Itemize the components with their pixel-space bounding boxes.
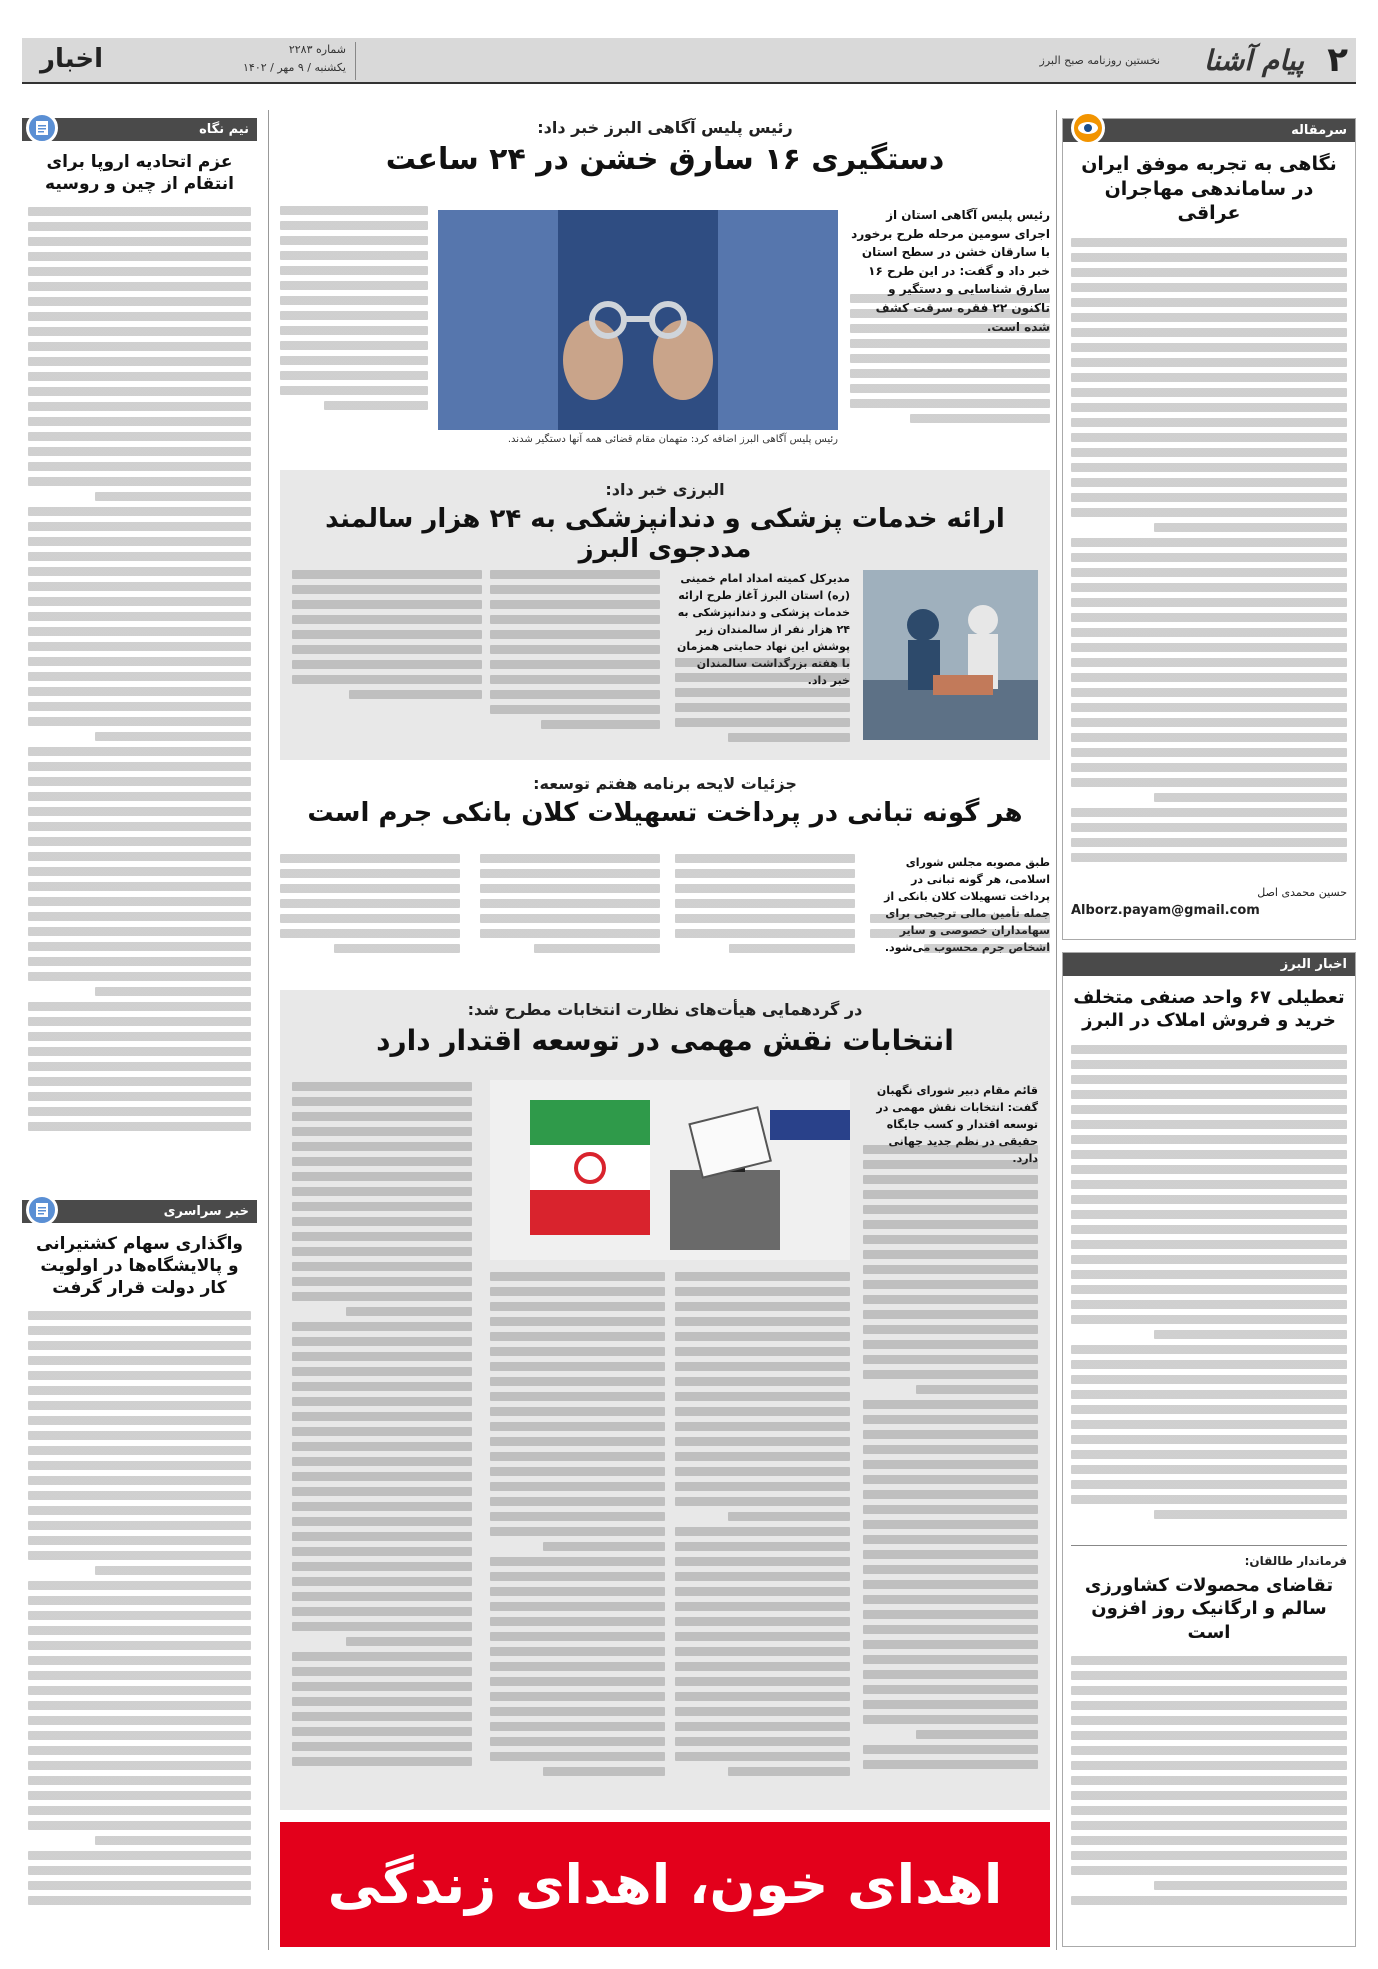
story3-col4 [280, 854, 460, 966]
story4-col2 [675, 1272, 850, 1797]
column-rule [268, 110, 269, 1950]
story4-lead: قائم مقام دبیر شورای نگهبان گفت: انتخابات نقش مهمی در توسعه اقتدار و کسب جایگاه حقیقی در نظم جدید جهانی دارد. [876, 1084, 1038, 1166]
story1-kicker: رئیس پلیس آگاهی البرز خبر داد: [537, 118, 793, 137]
story2-col3 [292, 570, 482, 750]
column-rule [1056, 110, 1057, 1950]
story2-photo [863, 570, 1038, 740]
sidebar-box1 [22, 118, 257, 1178]
alborz-news-divider [1071, 1545, 1347, 1546]
editorial-body [1063, 234, 1355, 884]
story1-caption: رئیس پلیس آگاهی البرز اضافه کرد: متهمان مقام قضائی همه آنها دستگیر شدند. [507, 434, 838, 445]
story2-col2 [490, 570, 660, 750]
editorial-email: Alborz.payam@gmail.com [1071, 903, 1260, 919]
story2-title: ارائه خدمات پزشکی و دندانپزشکی به ۲۴ هزار سالمند مددجوی البرز [325, 504, 1005, 564]
story1-col3 [280, 206, 428, 442]
masthead-issue: شماره ۲۲۸۳ [288, 43, 346, 56]
story3-col3 [480, 854, 660, 966]
page-number: ۲ [1327, 40, 1348, 80]
story3 [280, 774, 1050, 970]
editorial-title: نگاهی به تجربه موفق ایران در ساماندهی مهاجران عراقی [1081, 153, 1337, 225]
story3-kicker: جزئیات لایحه برنامه هفتم توسعه: [533, 774, 797, 793]
sidebar-box2-title: واگذاری سهام کشتیرانی و پالایشگاه‌ها در اولویت کار دولت قرار گرفت [36, 1234, 243, 1299]
masthead-date: یکشنبه / ۹ مهر / ۱۴۰۲ [243, 61, 346, 74]
alborz-news-item2-kicker: فرماندار طالقان: [1244, 1553, 1347, 1568]
editorial-label: سرمقاله [1063, 119, 1355, 142]
masthead-logo: پیام آشنا [1203, 44, 1304, 77]
story2-lead: مدیرکل کمیته امداد امام خمینی (ره) استان البرز آغاز طرح ارائه خدمات پزشکی و دندانپزشکی به ۲۴ هزار نفر از سالمندان زیر پوشش این نهاد حمایتی همزمان با هفته بزرگداشت سالمندان خبر داد. [676, 572, 850, 688]
story4-title: انتخابات نقش مهمی در توسعه اقتدار دارد [376, 1024, 954, 1057]
story2-col1 [675, 658, 850, 748]
alborz-news-item1-body [1063, 1041, 1355, 1541]
sidebar-box2-label: خبر سراسری [22, 1200, 257, 1223]
story3-lead: طبق مصوبه مجلس شورای اسلامی، هر گونه تبانی در پرداخت تسهیلات کلان بانکی از جمله تأمین مالی ترجیحی برای سهامداران خصوصی و سایر اشخاص جرم محسوب می‌شود. [884, 856, 1050, 955]
notepad-icon [26, 112, 58, 144]
story1 [280, 118, 1050, 448]
alborz-news-item2-title: تقاضای محصولات کشاورزی سالم و ارگانیک روز افزون است [1084, 1574, 1334, 1643]
story1-col1 [850, 294, 1050, 444]
story4 [280, 990, 1050, 1810]
sidebar-box2 [22, 1200, 257, 1945]
notepad-icon [26, 1194, 58, 1226]
story4-photo [490, 1080, 850, 1260]
story3-title: هر گونه تبانی در پرداخت تسهیلات کلان بانکی جرم است [307, 798, 1023, 828]
masthead-tagline: نخستین روزنامه صبح البرز [1039, 54, 1160, 67]
story4-col-right [863, 1145, 1038, 1795]
sidebar-box1-title: عزم اتحادیه اروپا برای انتقام از چین و روسیه [45, 152, 234, 195]
story4-col3 [490, 1272, 665, 1797]
blood-donation-banner [280, 1822, 1050, 1947]
story3-col1 [870, 914, 1050, 966]
sidebar-box1-body [22, 203, 257, 1163]
story2-kicker: البرزی خبر داد: [605, 480, 725, 499]
section-title: اخبار [40, 44, 103, 74]
editorial-author: حسین محمدی اصل [1257, 886, 1347, 900]
sidebar-box1-label: نیم نگاه [22, 118, 257, 141]
eye-icon [1071, 111, 1105, 145]
story4-col4 [292, 1082, 472, 1797]
story1-lead: رئیس پلیس آگاهی استان از اجرای سومین مرحله طرح برخورد با سارقان خشن در سطح استان خبر داد و گفت: در این طرح ۱۶ سارق شناسایی و دستگیر و تاکنون ۲۲ فقره سرقت کشف شده است. [851, 208, 1050, 334]
alborz-news-item1-title: تعطیلی ۶۷ واحد صنفی متخلف خرید و فروش املاک در البرز [1073, 987, 1345, 1032]
masthead [22, 38, 1356, 84]
story1-title: دستگیری ۱۶ سارق خشن در ۲۴ ساعت [385, 142, 945, 177]
story2 [280, 470, 1050, 760]
editorial-box [1062, 118, 1356, 940]
alborz-news-box [1062, 952, 1356, 1947]
story1-photo [438, 210, 838, 430]
alborz-news-item2-body [1063, 1652, 1355, 1932]
masthead-divider [355, 42, 356, 80]
banner-text: اهدای خون، اهدای زندگی [327, 1853, 1003, 1916]
alborz-news-label: اخبار البرز [1063, 953, 1355, 976]
story3-col2 [675, 854, 855, 966]
sidebar-box2-body [22, 1307, 257, 1927]
story4-kicker: در گردهمایی هیأت‌های نظارت انتخابات مطرح شد: [467, 1000, 863, 1019]
